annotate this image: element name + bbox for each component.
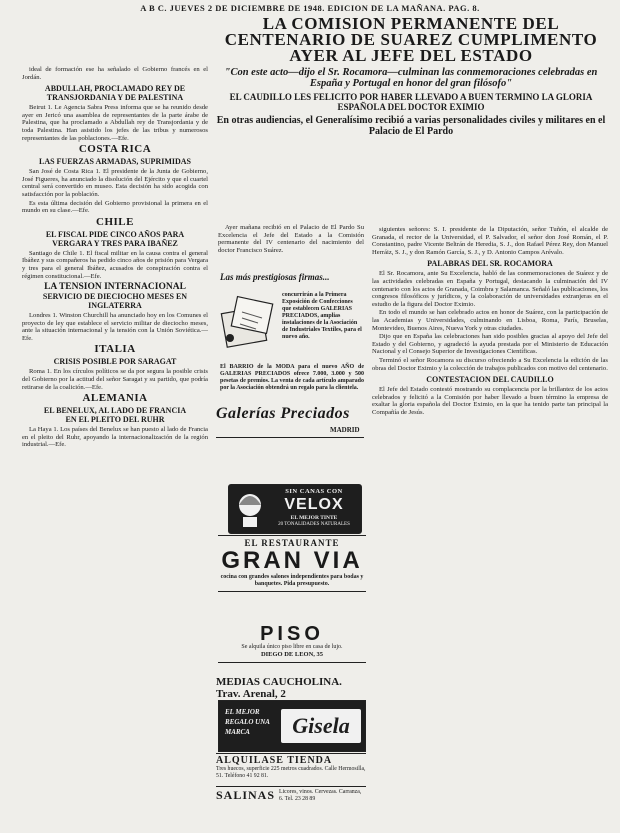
subhead-chile: EL FISCAL PIDE CINCO AÑOS PARA VERGARA Y TRES PARA IBAÑEZ (45, 229, 185, 248)
headline-contestacion: CONTESTACION DEL CAUDILLO (426, 375, 554, 385)
article-alemania: La Haya 1. Los países del Benelux se han puesto al lado de Francia en el pleito del Ruhr, apoyando la internacionalización de la región industrial.—Efe. (22, 426, 208, 449)
galerias-city: MADRID (330, 426, 360, 434)
salinas-title: SALINAS (216, 788, 276, 802)
galerias-text-2: El BARRIO de la MODA para el nuevo AÑO de GALERIAS PRECIADOS ofrece 7.000, 3.000 y 500 pesetas de premios. La venta de cada artículo amparado por la Asociación obtendrá un regalo para la clientela. (220, 364, 364, 391)
main-deck-quote: "Con este acto—dijo el Sr. Rocamora—culminan las conmemoraciones celebradas en España y Portugal en honor del gran filósofo" (224, 67, 598, 89)
divider (218, 662, 366, 663)
piso-name: PISO (260, 623, 324, 645)
divider (218, 591, 366, 592)
right-article-2: El Sr. Rocamora, ante Su Excelencia, habló de las conmemoraciones de Suárez y de las actividades celebradas en España y Portugal, destacando la culminación del IV centenario con los actos de Granada, Coimbra y Salamanca. Señaló las publicaciones, los congresos filosóficos y jurídicos, y la colaboración de universidades extranjeras en el estudio de la figura del Doctor Eximio. (372, 270, 608, 308)
right-article-6: El Jefe del Estado contestó mostrando su complacencia por la brillantez de los actos celebrados y felicitó a la Comisión por haber llevado a buen término la empresa de exaltar la gloria española del Doctor Eximio, en la que ha tenido parte tan principal la Compañía de Jesús. (372, 386, 608, 416)
restaurante-line-1: EL RESTAURANTE (218, 535, 366, 548)
headline-alemania: ALEMANIA (82, 392, 148, 405)
headline-abdullah: ABDULLAH, PROCLAMADO REY DE TRANSJORDANIA Y DE PALESTINA (44, 84, 186, 103)
right-article-1: siguientes señores: S. I. presidente de la Diputación, señor Tuñón, el alcalde de Granada, el rector de la Universidad, el P. Salvador, el señor don José Román, el P. Constantino, padre Vicente Beltrán de Heredia, S. J., don Rafael Pérez Rey, don Manuel Herráiz, S. J., y don Ramón García, S. J., y D. Antonio Campos Arévalo. (372, 226, 608, 256)
velox-brand: VELOX (284, 496, 344, 513)
article-chile: Santiago de Chile 1. El fiscal militar en la causa contra el general Ibáñez y sus compañeros ha pedido cinco años de prisión para Vergara y tres para el general Ibáñez, acusados de conspiración contra el régimen constitucional.—Efe. (22, 249, 208, 280)
headline-chile: CHILE (96, 215, 134, 228)
subhead-alemania: EL BENELUX, AL LADO DE FRANCIA EN EL PLEITO DEL RUHR (43, 406, 187, 425)
gisela-lead: EL MEJOR REGALO UNA MARCA (225, 708, 270, 736)
main-deck-caudillo: EL CAUDILLO LES FELICITO POR HABER LLEVADO A BUEN TERMINO LA GLORIA ESPAÑOLA DEL DOCTOR EXIMIO (229, 92, 593, 112)
galerias-illustration-icon (218, 292, 278, 352)
gisela-brand: Gisela (281, 709, 361, 743)
alquilase-text: Tres huecos, superficie 225 metros cuadrados. Calle Hermosilla, 51. Teléfono 41 92 81. (216, 766, 366, 779)
article-costa-rica-2: Es esta última decisión del Gobierno provisional la primera en el mundo en su clase.—Efe. (22, 199, 208, 215)
headline-italia: ITALIA (94, 343, 136, 356)
main-deck-audiencias: En otras audiencias, el Generalísimo recibió a varias personalidades civiles y militares en el Palacio de El Pardo (216, 115, 606, 137)
article-italia: Roma 1. En los círculos políticos se da por segura la posible crisis del Gobierno por la actitud del señor Saragat y su partido, que podría retirarse de la coalición.—Efe. (22, 368, 208, 391)
divider (216, 437, 364, 438)
subhead-italia: CRISIS POSIBLE POR SARAGAT (53, 357, 177, 367)
salinas-text: Licores, vinos. Cervezas. Carranza, 6. Tel. 23 28 89 (279, 789, 362, 802)
article-abdullah: Beirut 1. Le Agencia Sabra Press informa que se ha reunido desde ayer en Jericó una asamblea de representantes de la parte árabe de Palestina, que ha proclamado a Abdullah rey de Transjordania y de toda Palestina. Han asistido los jefes de las tribus y numerosos representantes de las poblaciones.—Efe. (22, 104, 208, 142)
face-icon (235, 489, 265, 529)
main-headline: LA COMISION PERMANENTE DEL CENTENARIO DE SUAREZ CUMPLIMENTO AYER AL JEFE DEL ESTADO (224, 14, 598, 65)
velox-ad (228, 484, 362, 534)
headline-costa-rica: COSTA RICA (78, 143, 152, 156)
galerias-brand: Galerías Preciados (216, 405, 350, 422)
right-column (372, 226, 608, 824)
right-article-4: Dijo que en España las celebraciones han sido posibles gracias al apoyo del Jefe del Estado y del Gobierno, y agradeció la ayuda prestada por el Ministerio de Educación Nacional y el Consejo Superior de Investigaciones Científicas. (372, 333, 608, 356)
right-article-3: En todo el mundo se han celebrado actos en honor de Suárez, con la participación de las Academias y Universidades, culminando en Lisboa, Roma, París, Bruselas, Montevideo, Buenos Aires, Nueva York y otras ciudades. (372, 309, 608, 332)
velox-line-3: 20 TONALIDADES NATURALES (278, 522, 350, 527)
galerias-text-1: concurrirán a la Primera Exposición de Confecciones que establecen GALERIAS PRECIADOS, amplias instalaciones de la Asociación de Industriales Textiles, para el nuevo año. (282, 292, 362, 340)
article-tension: Londres 1. Winston Churchill ha anunciado hoy en los Comunes el proyecto de ley que establece el servicio militar de dieciocho meses, ante la situación internacional y la tensión con la Unión Soviética.—Efe. (22, 312, 208, 342)
headline-palabras: PALABRAS DEL SR. ROCAMORA (427, 259, 553, 269)
restaurante-ad (218, 535, 366, 592)
gisela-ad (218, 700, 366, 752)
running-head: A B C. JUEVES 2 DE DICIEMBRE DE 1948. EDICION DE LA MAÑANA. PAG. 8. (140, 3, 480, 13)
piso-ad (218, 624, 366, 663)
subhead-costa-rica: LAS FUERZAS ARMADAS, SUPRIMIDAS (38, 157, 192, 167)
restaurante-line-2: cocina con grandes salones independientes para bodas y banquetes. Pida presupuesto. (220, 574, 364, 587)
left-top-text: ideal de formación ese ha señalado el Gobierno francés en el Jordán. (22, 66, 208, 81)
velox-line-2: EL MEJOR TINTE (290, 515, 338, 521)
left-column (22, 66, 208, 826)
alquilase-ad (216, 753, 366, 779)
article-costa-rica-1: San José de Costa Rica 1. El presidente de la Junta de Gobierno, José Figueres, ha anunciado la disolución del Ejército y que el cuartel central será convertido en museo. Esta decisión ha sido acogida con satisfacción por la población. (22, 168, 208, 198)
velox-line-1: SIN CANAS CON (285, 488, 343, 495)
alquilase-title: ALQUILASE TIENDA (216, 753, 366, 766)
headline-tension: LA TENSION INTERNACIONAL SERVICIO DE DIECIOCHO MESES EN INGLATERRA (42, 282, 188, 311)
salinas-ad (216, 786, 366, 803)
right-article-5: Terminó el señor Rocamora su discurso ofreciendo a Su Excelencia la edición de las obras del Doctor Eximio y la colección de trabajos publicados con motivo del centenario. (372, 356, 608, 372)
restaurante-name: GRAN VIA (221, 547, 363, 574)
piso-line-1: Se alquila único piso libre en casa de lujo. (241, 644, 343, 650)
galerias-tagline: Las más prestigiosas firmas... (220, 272, 330, 282)
caucholina-ad: MEDIAS CAUCHOLINA. Trav. Arenal, 2 (216, 676, 342, 700)
mid-text: Ayer mañana recibió en el Palacio de El Pardo Su Excelencia el Jefe del Estado a la Comisión permanente del IV centenario del nacimiento del doctor Francisco Suárez. (218, 224, 364, 254)
main-headline-block (214, 16, 608, 137)
piso-line-2: DIEGO DE LEON, 35 (260, 651, 324, 658)
